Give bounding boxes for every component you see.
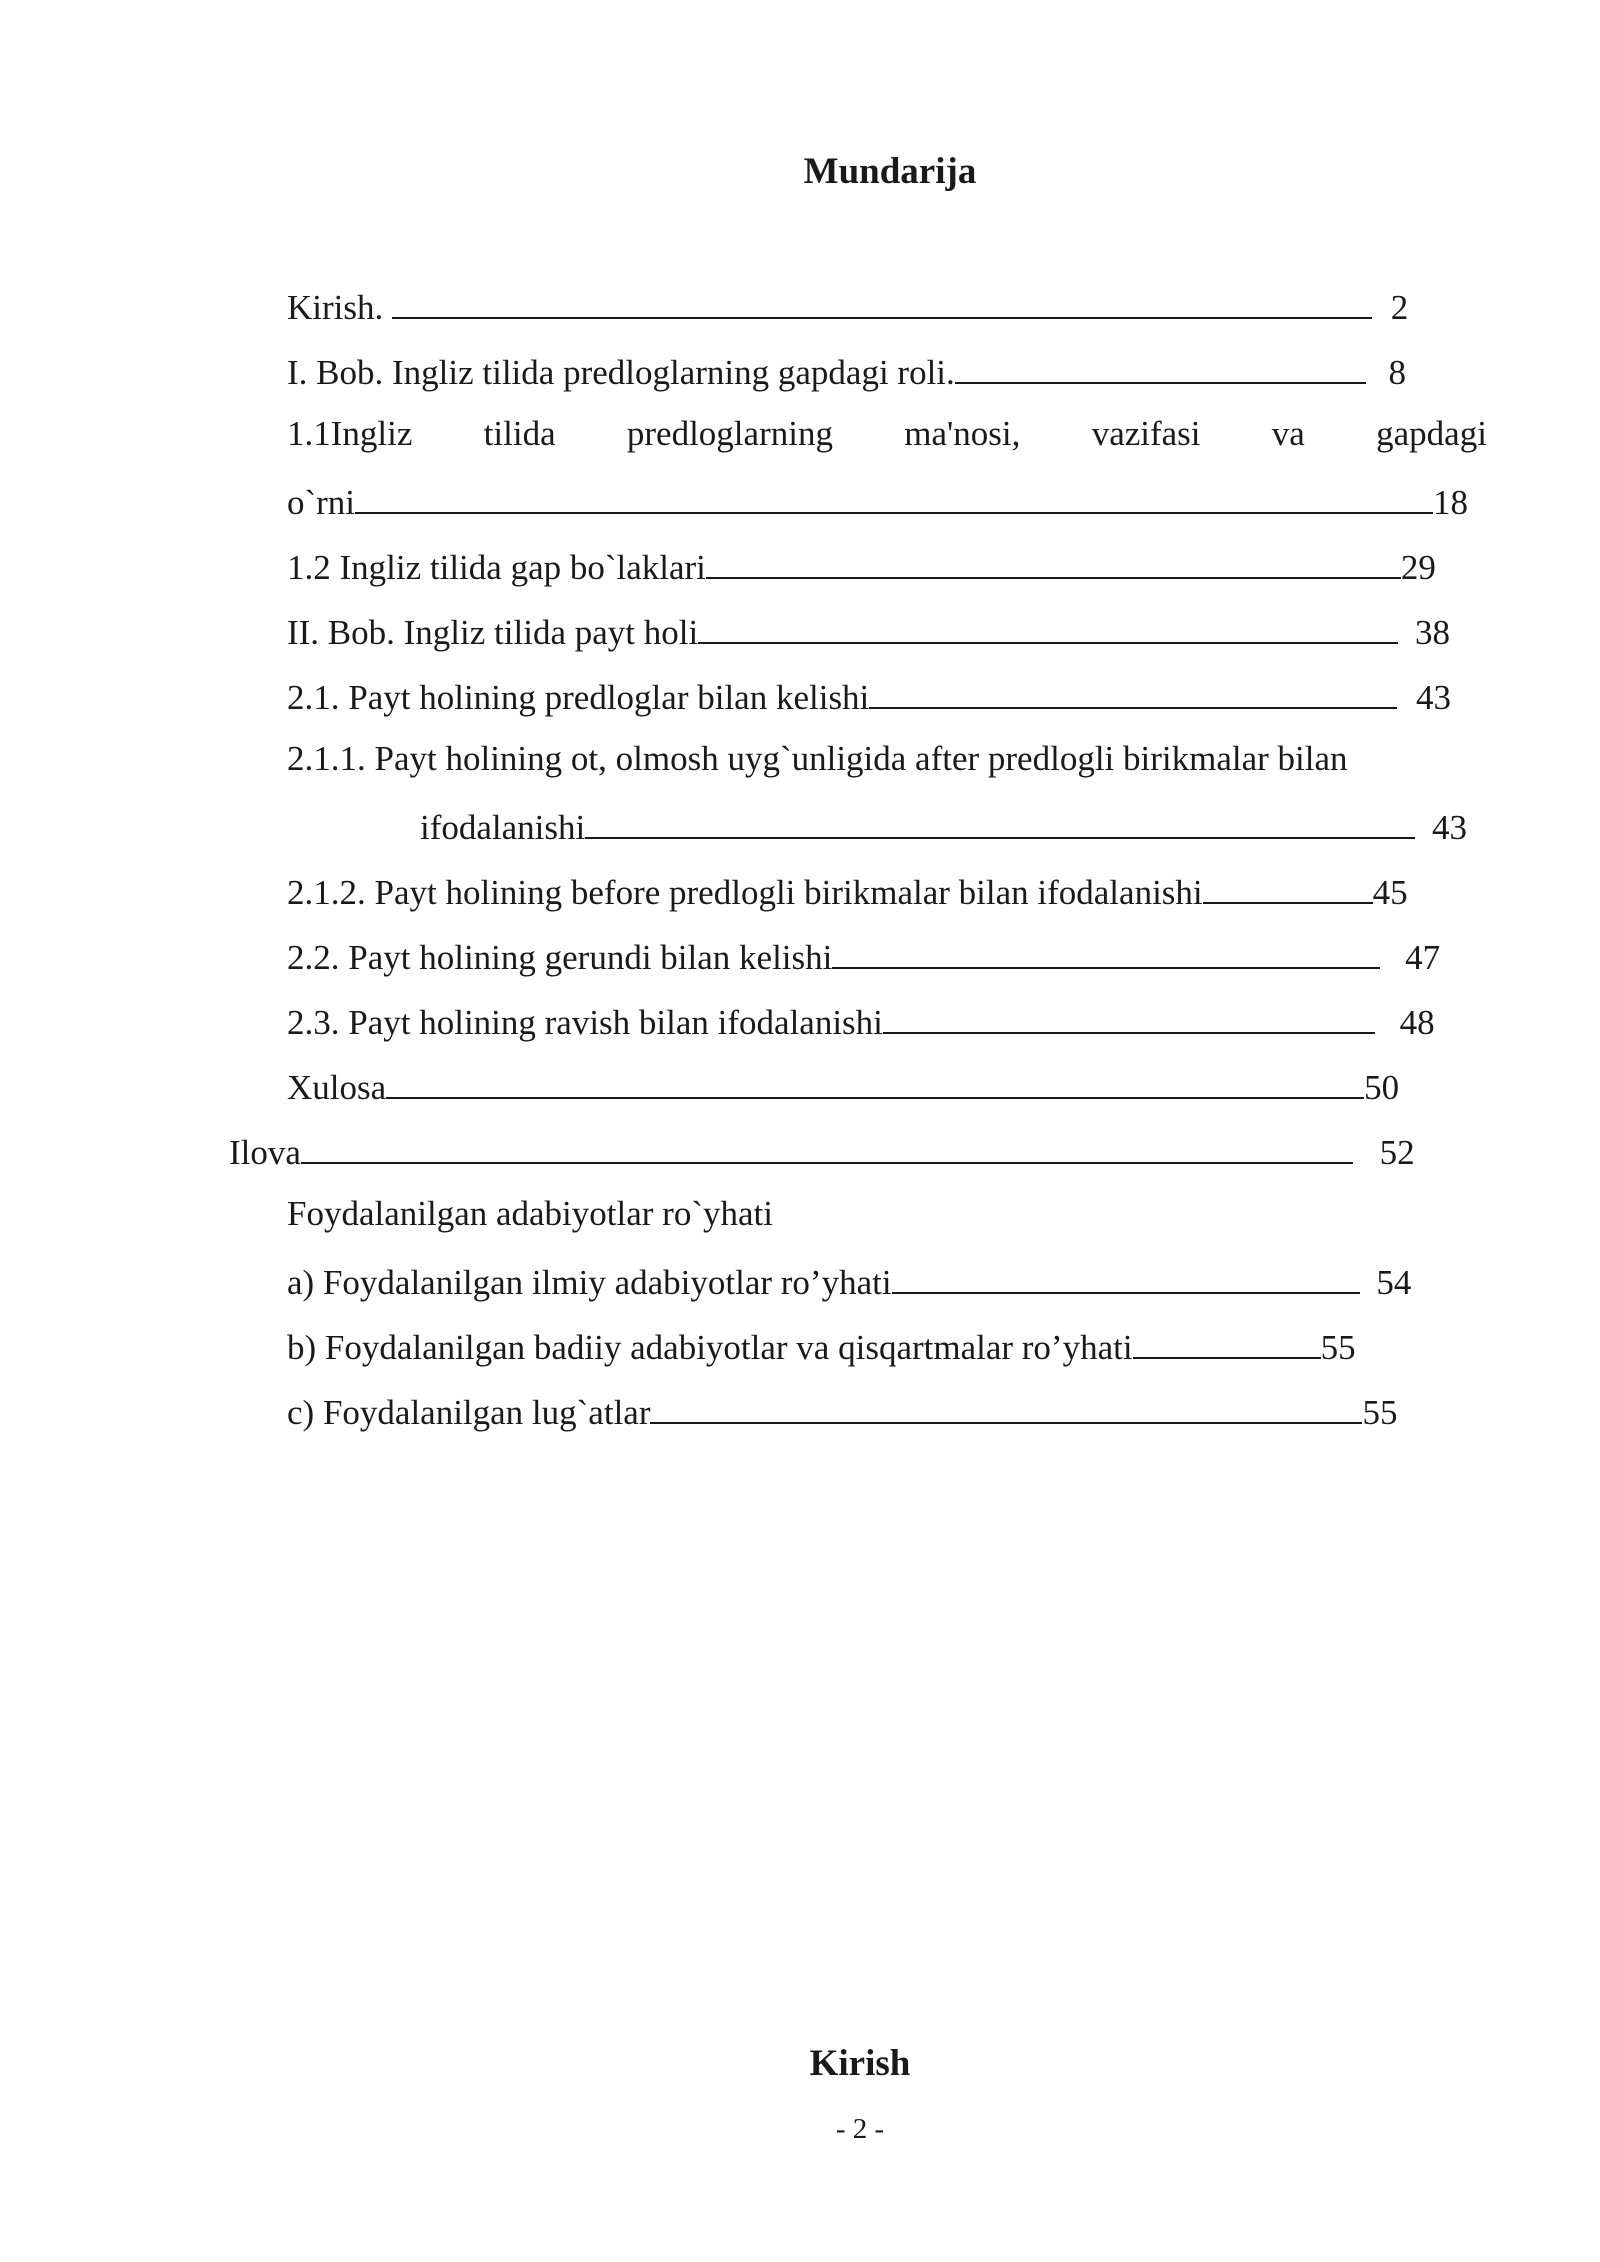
toc-entry-1-1 [287, 413, 1487, 455]
toc-word: ma'nosi, [904, 414, 1021, 453]
toc-page-number: 52 [1379, 1133, 1415, 1172]
toc-word: gapdagi [1376, 414, 1487, 453]
toc-leader [869, 673, 1397, 709]
toc-leader [883, 998, 1375, 1034]
toc-entry-bob1 [287, 348, 1406, 394]
section-heading-kirish: Kirish [809, 2043, 911, 2084]
toc-entry-adab-c [287, 1388, 1397, 1434]
toc-leader [698, 608, 1398, 644]
toc-entry-ilova [229, 1128, 1415, 1174]
toc-entry-2-1-2 [287, 868, 1408, 914]
toc-word: 1.1Ingliz [287, 414, 413, 453]
toc-entry-label: I. Bob. Ingliz tilida predloglarning gapdagi roli. [287, 353, 955, 392]
toc-page-number: 55 [1320, 1328, 1356, 1367]
toc-entry-label: Ilova [229, 1133, 301, 1172]
toc-leader [355, 478, 1433, 514]
toc-title: Mundarija [803, 151, 977, 192]
toc-page-number: 2 [1390, 288, 1409, 327]
toc-entry-label: 2.1.2. Payt holining before predlogli birikmalar bilan ifodalanishi [287, 873, 1203, 912]
toc-leader [1133, 1323, 1321, 1359]
toc-entry-label: a) Foydalanilgan ilmiy adabiyotlar ro’yhati [287, 1263, 892, 1302]
toc-entry-label: Xulosa [287, 1068, 387, 1107]
toc-page-number: 47 [1405, 938, 1441, 977]
toc-entry-kirish [287, 283, 1408, 329]
toc-entry-label: Kirish. [287, 288, 384, 327]
toc-entry-label: 2.2. Payt holining gerundi bilan kelishi [287, 938, 833, 977]
toc-entry-label: 1.2 Ingliz tilida gap bo`laklari [287, 548, 706, 587]
toc-entry-adabiyotlar [287, 1193, 773, 1235]
toc-entry-label: o`rni [287, 483, 356, 522]
toc-entry-2-1-1 [287, 738, 1348, 780]
toc-leader [650, 1388, 1362, 1424]
toc-entry-1-2 [287, 543, 1436, 589]
toc-leader [892, 1258, 1360, 1294]
toc-entry-2-1-1-cont [420, 803, 1467, 849]
toc-page-number: 8 [1388, 353, 1407, 392]
toc-entry-1-1-cont [287, 478, 1468, 524]
toc-leader [955, 348, 1366, 384]
toc-page-number: 55 [1362, 1393, 1398, 1432]
toc-word: predloglarning [626, 414, 833, 453]
toc-page-number: 43 [1432, 808, 1467, 847]
toc-entry-adab-b [287, 1323, 1356, 1369]
toc-page-number: 18 [1433, 483, 1469, 522]
toc-leader [1203, 868, 1373, 904]
toc-entry-label: 2.3. Payt holining ravish bilan ifodalanishi [287, 1003, 883, 1042]
toc-page-number: 45 [1372, 873, 1408, 912]
toc-entry-2-1 [287, 673, 1451, 719]
toc-word: tilida [483, 414, 556, 453]
toc-entry-bob2 [287, 608, 1450, 654]
page-number: - 2 - [835, 2113, 885, 2145]
toc-entry-label: b) Foydalanilgan badiiy adabiyotlar va qisqartmalar ro’yhati [287, 1328, 1133, 1367]
toc-leader [301, 1128, 1353, 1164]
toc-page-number: 48 [1399, 1003, 1435, 1042]
toc-page-number: 29 [1400, 548, 1436, 587]
toc-word: va [1271, 414, 1305, 453]
toc-page-number: 50 [1364, 1068, 1400, 1107]
toc-entry-2-3 [287, 998, 1435, 1044]
toc-leader [706, 543, 1401, 579]
toc-word: vazifasi [1091, 414, 1201, 453]
toc-entry-label: ifodalanishi [420, 808, 586, 847]
toc-leader [386, 1063, 1364, 1099]
toc-entry-adab-a [287, 1258, 1411, 1304]
toc-leader [832, 933, 1380, 969]
toc-leader [392, 283, 1372, 319]
toc-leader [585, 803, 1415, 839]
toc-page-number: 43 [1416, 678, 1452, 717]
toc-entry-xulosa [287, 1063, 1399, 1109]
toc-entry-label: II. Bob. Ingliz tilida payt holi [287, 613, 699, 652]
toc-page-number: 54 [1376, 1263, 1412, 1302]
toc-entry-label: 2.1. Payt holining predloglar bilan kelishi [287, 678, 870, 717]
toc-entry-label: c) Foydalanilgan lug`atlar [287, 1393, 651, 1432]
toc-entry-label: 2.1.1. Payt holining ot, olmosh uyg`unligida after predlogli birikmalar bilan [287, 739, 1348, 778]
toc-entry-label: Foydalanilgan adabiyotlar ro`yhati [287, 1194, 773, 1233]
toc-entry-2-2 [287, 933, 1440, 979]
toc-page-number: 38 [1414, 613, 1450, 652]
